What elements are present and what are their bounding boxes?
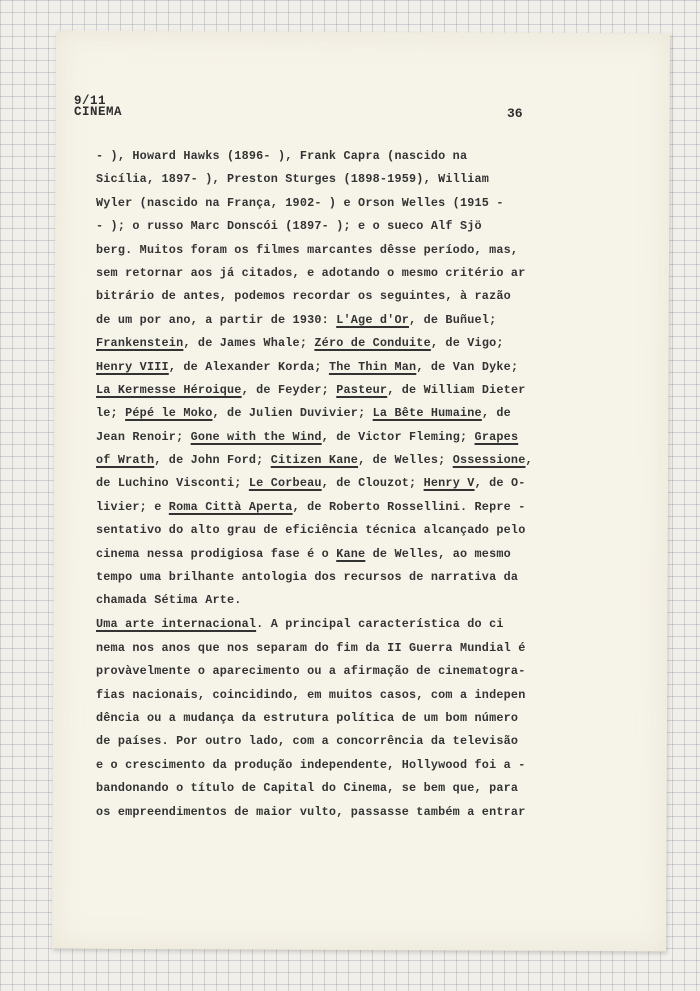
text-line xyxy=(96,660,536,683)
text-line xyxy=(96,613,536,636)
text-line xyxy=(96,215,536,238)
text-line xyxy=(96,168,536,191)
text-line xyxy=(96,472,536,495)
text-segment: , de Roberto Rossellini. Repre - xyxy=(292,499,526,514)
underlined-title: Le Corbeau xyxy=(248,476,322,491)
underlined-title: Pépé le Moko xyxy=(125,406,213,421)
text-segment: , de O- xyxy=(474,476,526,491)
underlined-title: Frankenstein xyxy=(96,336,184,351)
text-segment: - ); o russo Marc Donscói (1897- ); e o sueco Alf Sjö xyxy=(96,219,482,234)
text-segment: , de Welles; xyxy=(358,453,453,468)
underlined-title: La Bête Humaine xyxy=(372,406,482,421)
text-segment: bandonando o título de Capital do Cinema, se bem que, para xyxy=(96,781,519,796)
text-segment: nema nos anos que nos separam do fim da II Guerra Mundial é xyxy=(96,640,526,655)
text-segment: de Welles, ao mesmo xyxy=(365,546,511,561)
text-segment: , de Feyder; xyxy=(241,382,337,397)
text-segment: de países. Por outro lado, com a concorrência da televisão xyxy=(96,734,519,749)
page-header-reference xyxy=(74,96,122,118)
text-line xyxy=(96,519,536,542)
text-line xyxy=(96,637,536,660)
text-line xyxy=(96,707,536,730)
text-line xyxy=(96,356,536,379)
text-segment: livier; e xyxy=(96,499,169,514)
text-line xyxy=(96,684,536,707)
text-segment: de um por ano, a partir de 1930: xyxy=(96,312,337,327)
text-segment: tempo uma brilhante antologia dos recursos de narrativa da xyxy=(96,570,519,585)
text-line xyxy=(96,402,536,425)
text-segment: chamada Sétima Arte. xyxy=(96,593,242,608)
underlined-title: of Wrath xyxy=(96,453,155,468)
text-segment: sentativo do alto grau de eficiência técnica alcançado pelo xyxy=(96,523,526,538)
text-line xyxy=(96,262,536,285)
text-line xyxy=(96,801,536,824)
underlined-title: Pasteur xyxy=(336,382,388,397)
text-segment: , de Buñuel; xyxy=(409,312,497,327)
text-segment: Sicília, 1897- ), Preston Sturges (1898-1959), William xyxy=(96,172,490,187)
text-segment: e o crescimento da produção independente, Hollywood foi a - xyxy=(96,757,526,772)
text-segment: bitrário de antes, podemos recordar os seguintes, à razão xyxy=(96,289,511,304)
text-line xyxy=(96,449,536,472)
text-line xyxy=(96,426,536,449)
text-segment: de Luchino Visconti; xyxy=(96,476,249,491)
text-line xyxy=(96,566,536,589)
text-line xyxy=(96,145,536,168)
underlined-title: L'Age d'Or xyxy=(336,312,410,327)
text-segment: Jean Renoir; xyxy=(96,429,191,444)
text-segment: , de James Whale; xyxy=(183,336,315,351)
text-line xyxy=(96,777,536,800)
underlined-title: Citizen Kane xyxy=(270,453,359,468)
text-segment: , de Victor Fleming; xyxy=(321,429,475,444)
text-line xyxy=(96,589,536,612)
text-line xyxy=(96,496,536,519)
underlined-title: Roma Città Aperta xyxy=(168,499,293,514)
text-segment: , xyxy=(525,453,533,468)
text-segment: Wyler (nascido na França, 1902- ) e Orson Welles (1915 - xyxy=(96,195,504,210)
text-segment: - ), Howard Hawks (1896- ), Frank Capra (nascido na xyxy=(96,149,468,163)
text-segment: , de Van Dyke; xyxy=(416,359,519,374)
underlined-title: Henry V xyxy=(423,476,475,491)
text-segment: , de xyxy=(481,406,511,421)
underlined-title: La Kermesse Héroique xyxy=(96,382,242,397)
text-segment: provàvelmente o aparecimento ou a afirmação de cinematogra- xyxy=(96,664,526,679)
text-segment: cinema nessa prodigiosa fase é o xyxy=(96,546,337,561)
header-section: CINEMA xyxy=(74,105,123,119)
document-body xyxy=(96,145,536,824)
underlined-title: Henry VIII xyxy=(96,359,169,374)
text-line xyxy=(96,285,536,308)
page-number: 36 xyxy=(507,106,523,121)
text-line xyxy=(96,754,536,777)
text-segment: berg. Muitos foram os filmes marcantes dêsse período, mas, xyxy=(96,242,519,257)
text-segment: , de Alexander Korda; xyxy=(168,359,329,374)
text-segment: le; xyxy=(96,406,126,421)
text-segment: . A principal característica do ci xyxy=(256,617,504,632)
text-line xyxy=(96,332,536,355)
text-segment: os empreendimentos de maior vulto, passasse também a entrar xyxy=(96,804,526,819)
underlined-title: Grapes xyxy=(474,429,519,444)
underlined-title: Kane xyxy=(336,546,366,561)
header-ref: 9/11 xyxy=(74,94,107,108)
underlined-title: Uma arte internacional xyxy=(96,617,257,632)
text-segment: , de Julien Duvivier; xyxy=(212,406,373,421)
underlined-title: The Thin Man xyxy=(328,359,417,374)
text-segment: , de Clouzot; xyxy=(321,476,424,491)
text-line xyxy=(96,192,536,215)
text-line xyxy=(96,379,536,402)
text-line xyxy=(96,730,536,753)
text-line xyxy=(96,309,536,332)
underlined-title: Gone with the Wind xyxy=(190,429,322,444)
underlined-title: Zéro de Conduite xyxy=(314,336,431,351)
text-segment: , de John Ford; xyxy=(154,453,271,468)
text-segment: , de William Dieter xyxy=(387,382,526,397)
text-line xyxy=(96,543,536,566)
text-segment: sem retornar aos já citados, e adotando o mesmo critério ar xyxy=(96,265,526,280)
text-segment: , de Vigo; xyxy=(430,336,504,351)
underlined-title: Ossessione xyxy=(452,453,526,468)
text-segment: fias nacionais, coincidindo, em muitos casos, com a indepen xyxy=(96,687,526,702)
text-line xyxy=(96,239,536,262)
text-segment: dência ou a mudança da estrutura política de um bom número xyxy=(96,710,519,725)
